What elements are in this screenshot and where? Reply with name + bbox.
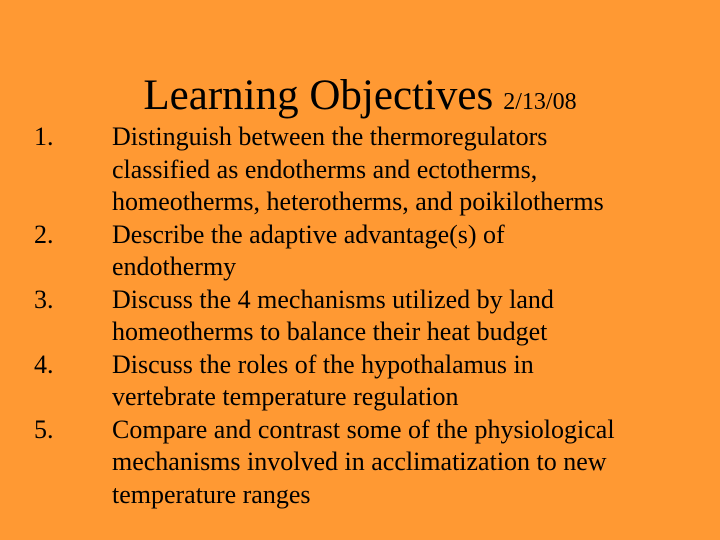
objective-4 <box>0 349 720 414</box>
objective-line: endothermy <box>112 252 237 281</box>
objective-line: Discuss the roles of the hypothalamus in <box>112 349 534 379</box>
objective-number: 2. <box>34 219 54 249</box>
objective-number: 4. <box>34 349 54 379</box>
objective-line: classified as endotherms and ectotherms, <box>112 154 538 184</box>
objective-5 <box>0 414 720 512</box>
objective-line: Distinguish between the thermoregulators <box>112 122 548 151</box>
objective-text <box>112 284 672 349</box>
objectives-list <box>0 121 720 511</box>
objective-line: Describe the adaptive advantage(s) of <box>112 219 505 249</box>
objective-2 <box>0 219 720 284</box>
objective-number: 3. <box>34 284 54 314</box>
objective-line: homeotherms to balance their heat budget <box>112 317 548 346</box>
objective-text <box>112 121 672 219</box>
title-date: 2/13/08 <box>503 89 577 115</box>
objective-number: 1. <box>34 122 54 151</box>
objective-number: 5. <box>34 414 54 444</box>
objective-line: temperature ranges <box>112 479 311 509</box>
objective-line: mechanisms involved in acclimatization to new <box>112 447 607 476</box>
title-text: Learning Objectives <box>143 72 494 119</box>
objective-3 <box>0 284 720 349</box>
objective-line: Discuss the 4 mechanisms utilized by land <box>112 284 554 314</box>
objective-line: Compare and contrast some of the physiological <box>112 414 615 444</box>
objective-line: homeotherms, heterotherms, and poikilotherms <box>112 187 604 216</box>
objective-text <box>112 219 672 284</box>
objective-text <box>112 414 672 512</box>
objective-line: vertebrate temperature regulation <box>112 382 459 411</box>
objective-1 <box>0 121 720 219</box>
objective-text <box>112 349 672 414</box>
